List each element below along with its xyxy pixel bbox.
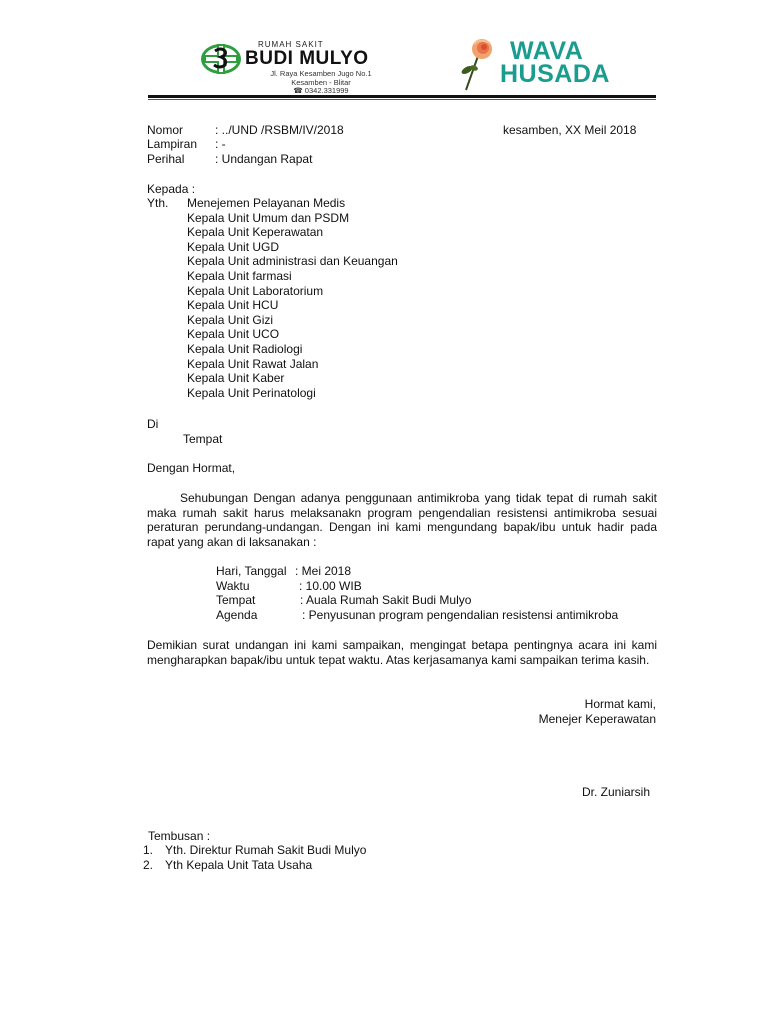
tembusan-label: Tembusan : <box>148 829 211 843</box>
address-line-1: Jl. Raya Kesamben Jugo No.1 <box>270 69 372 78</box>
lampiran-label: Lampiran <box>147 137 198 151</box>
recipient-item: Kepala Unit UGD <box>187 239 280 254</box>
rs-subtitle: RUMAH SAKIT <box>258 40 324 49</box>
recipient-item: Menejemen Pelayanan Medis <box>187 196 346 210</box>
body-paragraph-2: Demikian surat undangan ini kami sampaikan, mengingat betapa pentingnya acara ini kami mengharapkan bapak/ibu untuk tepat waktu. Atas kerjasamanya kami sampaikan terima kasih. <box>147 638 657 667</box>
wava-husada-text <box>500 37 610 88</box>
phone-number: ☎ 0342.331999 <box>293 86 349 95</box>
rs-address <box>246 70 396 96</box>
signer-position: Menejer Keperawatan <box>538 712 656 726</box>
recipient-list <box>187 196 398 400</box>
rose-icon <box>458 38 500 92</box>
perihal-label: Perihal <box>147 152 185 166</box>
detail-label-place: Tempat <box>216 593 256 608</box>
hospital-cross-logo-icon <box>200 42 242 76</box>
closing: Hormat kami, <box>584 697 656 711</box>
recipient-item: Kepala Unit administrasi dan Keuangan <box>187 254 398 269</box>
husada-text: HUSADA <box>500 60 610 88</box>
body-paragraph-1: Sehubungan Dengan adanya penggunaan antimikroba yang tidak tepat di rumah sakit maka rumah sakit harus melaksanakn program pengendalian resistensi antimikroba sesuai peraturan perundang-undangan. Dengan ini kami mengundang bapak/ibu untuk hadir pada rapat yang akan di laksanakan : <box>147 491 657 549</box>
recipient-item: Kepala Unit Perinatologi <box>187 385 316 400</box>
recipient-item: Kepala Unit Rawat Jalan <box>187 356 319 371</box>
tembusan-num: 1. <box>143 843 154 857</box>
recipient-item: Kepala Unit Keperawatan <box>187 225 324 240</box>
place-date: kesamben, XX Meil 2018 <box>503 123 637 137</box>
tembusan-text: Yth Kepala Unit Tata Usaha <box>165 857 313 872</box>
nomor-value: : ../UND /RSBM/IV/2018 <box>215 123 344 137</box>
detail-value-agenda: : Penyusunan program pengendalian resistensi antimikroba <box>302 607 619 622</box>
header-divider <box>148 95 656 98</box>
recipient-item: Kepala Unit Kaber <box>187 371 285 386</box>
recipient-item: Kepala Unit Gizi <box>187 312 274 327</box>
detail-label-agenda: Agenda <box>216 607 258 622</box>
rs-name: BUDI MULYO <box>245 48 369 69</box>
detail-label-time: Waktu <box>216 578 250 593</box>
recipient-item: Kepala Unit Radiologi <box>187 341 303 356</box>
detail-value-place: : Auala Rumah Sakit Budi Mulyo <box>300 593 472 608</box>
wava-husada-logo <box>458 38 618 90</box>
header-divider-thin <box>148 99 656 100</box>
di-label: Di <box>147 417 159 431</box>
salutation: Dengan Hormat, <box>147 461 236 475</box>
recipient-item: Kepala Unit Laboratorium <box>187 283 324 298</box>
yth-label: Yth. <box>147 196 169 210</box>
lampiran-value: : - <box>215 137 226 151</box>
budi-mulyo-logo <box>200 40 405 95</box>
tembusan-num: 2. <box>143 857 154 872</box>
recipient-item: Kepala Unit UCO <box>187 327 280 342</box>
nomor-label: Nomor <box>147 123 184 137</box>
recipient-item: Kepala Unit Umum dan PSDM <box>187 210 350 225</box>
tempat-label: Tempat <box>183 432 223 446</box>
address-line-2: Kesamben - Blitar <box>291 77 351 87</box>
wava-text: WAVA <box>510 37 584 65</box>
recipient-item: Kepala Unit farmasi <box>187 268 292 283</box>
recipient-item: Kepala Unit HCU <box>187 298 279 313</box>
tembusan-text: Yth. Direktur Rumah Sakit Budi Mulyo <box>165 843 367 857</box>
perihal-value: : Undangan Rapat <box>215 152 313 166</box>
signer-name: Dr. Zuniarsih <box>581 785 650 799</box>
detail-label-date: Hari, Tanggal <box>216 564 287 578</box>
kepada-label: Kepada : <box>147 182 196 196</box>
detail-value-date: : Mei 2018 <box>295 564 352 578</box>
detail-value-time: : 10.00 WIB <box>299 578 362 593</box>
